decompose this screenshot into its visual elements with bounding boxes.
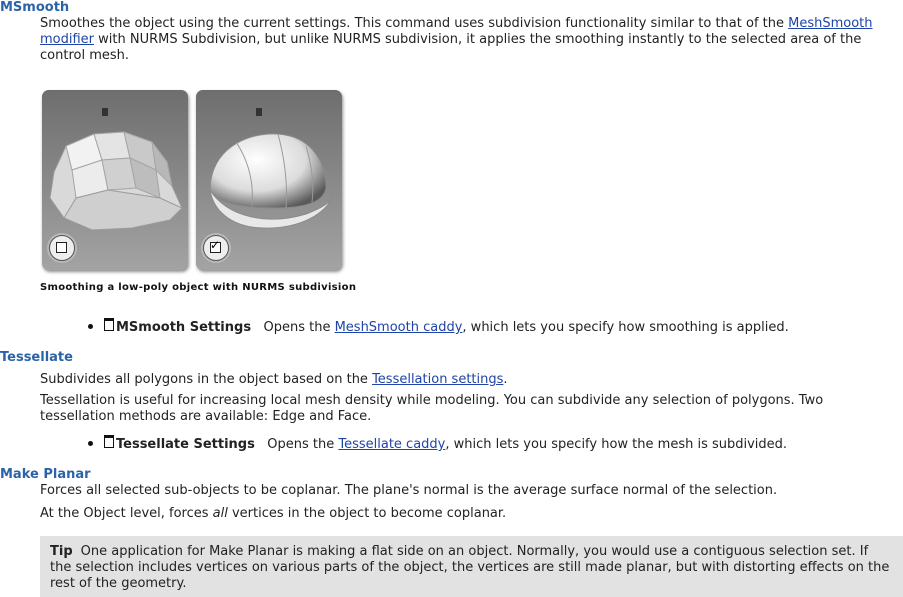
tessellate-heading: Tessellate bbox=[0, 350, 73, 365]
msmooth-heading: MSmooth bbox=[0, 0, 70, 15]
tessellate-caddy-link[interactable]: Tessellate caddy bbox=[338, 437, 446, 452]
low-poly-cap-image bbox=[42, 90, 188, 270]
tip-box bbox=[40, 536, 903, 597]
bullet-icon bbox=[88, 441, 93, 446]
tessellate-settings-title: Tessellate Settings bbox=[116, 437, 255, 452]
make-planar-description-2: At the Object level, forces all vertices in the object to become coplanar. bbox=[40, 506, 507, 521]
meshsmooth-modifier-link[interactable]: MeshSmooth modifier bbox=[40, 16, 873, 47]
tip-label: Tip bbox=[50, 544, 73, 559]
smoothing-figure bbox=[42, 90, 342, 272]
tip-text: One application for Make Planar is making a flat side on an object. Normally, you would use a contiguous selection set. If the selection includes vertices on various parts of the object, the vertices are still made planar, but with distorting effects on the rest of the geometry. bbox=[50, 544, 890, 591]
bullet-icon bbox=[88, 324, 93, 329]
meshsmooth-caddy-link[interactable]: MeshSmooth caddy bbox=[334, 320, 463, 335]
settings-caddy-icon bbox=[104, 435, 114, 448]
msmooth-description: Smoothes the object using the current settings. This command uses subdivision functionality similar to that of the MeshSmooth modifier with NURMS Subdivision, but unlike NURMS subdivision, it applies the smoothing instantly to the selected area of the control mesh. bbox=[40, 16, 873, 63]
settings-caddy-icon bbox=[104, 318, 114, 331]
tessellate-description: Subdivides all polygons in the object based on the Tessellation settings. bbox=[40, 372, 508, 387]
before-checkbox-icon bbox=[49, 235, 75, 261]
tessellation-settings-link[interactable]: Tessellation settings bbox=[372, 372, 504, 387]
figure-caption: Smoothing a low-poly object with NURMS subdivision bbox=[40, 282, 357, 293]
msmooth-settings-title: MSmooth Settings bbox=[116, 320, 252, 335]
smoothed-cap-image bbox=[196, 90, 342, 270]
tessellate-description-2: Tessellation is useful for increasing local mesh density while modeling. You can subdivide any selection of polygons. Two tessellation methods are available: Edge and Face. bbox=[40, 393, 824, 424]
make-planar-description: Forces all selected sub-objects to be coplanar. The plane's normal is the average surface normal of the selection. bbox=[40, 483, 778, 498]
after-checkbox-icon: ✓ bbox=[203, 235, 229, 261]
make-planar-heading: Make Planar bbox=[0, 467, 91, 482]
